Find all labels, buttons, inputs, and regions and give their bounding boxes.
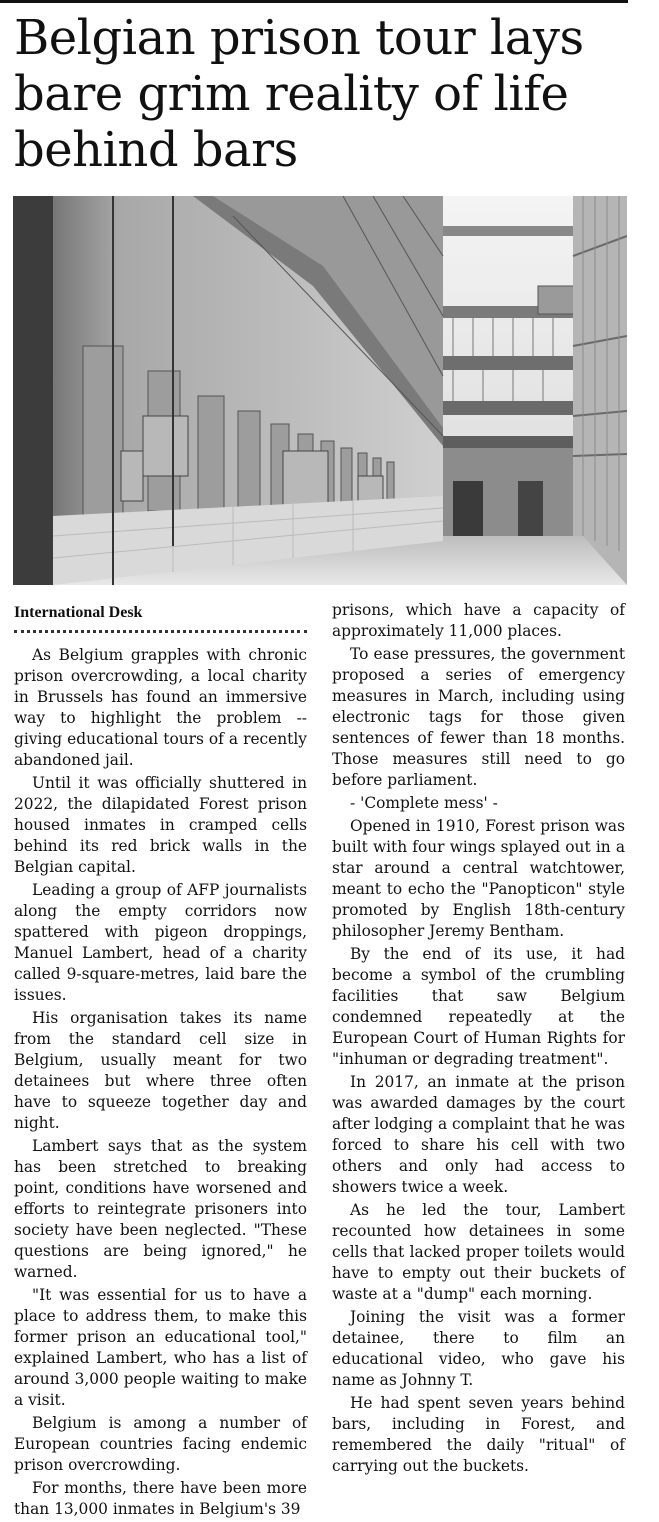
paragraph: His organisation takes its name from the standard cell size in Belgium, usually meant for two detainees but where three often have to squeeze together day and night.	[14, 1009, 307, 1132]
headline: Belgian prison tour lays bare grim reality of life behind bars	[14, 10, 584, 178]
paragraph: "It was essential for us to have a place to address them, to make this former prison an educational tool," explained Lambert, who has a list of around 3,000 people waiting to make a visit.	[14, 1286, 307, 1409]
top-rule	[0, 0, 628, 3]
paragraph: Lambert says that as the system has been stretched to breaking point, conditions have worsened and efforts to reintegrate prisoners into society have been neglected. "These questions are being ignored," he warned.	[14, 1137, 307, 1281]
paragraph: Opened in 1910, Forest prison was built with four wings splayed out in a star around a central watchtower, meant to echo the "Panopticon" style promoted by English 18th-century philosopher Jeremy Bentham.	[332, 817, 625, 940]
paragraph: He had spent seven years behind bars, including in Forest, and remembered the daily "ritual" of carrying out the buckets.	[332, 1394, 625, 1475]
paragraph: Leading a group of AFP journalists along the empty corridors now spattered with pigeon droppings, Manuel Lambert, head of a charity called 9-square-metres, laid bare the issues.	[14, 881, 307, 1004]
paragraph: As he led the tour, Lambert recounted how detainees in some cells that lacked proper toilets would have to empty out their buckets of waste at a "dump" each morning.	[332, 1201, 625, 1303]
paragraph: Until it was officially shuttered in 2022, the dilapidated Forest prison housed inmates in cramped cells behind its red brick walls in the Belgian capital.	[14, 774, 307, 876]
article-column-right	[332, 600, 625, 1479]
dotted-divider	[14, 630, 307, 633]
paragraph: To ease pressures, the government proposed a series of emergency measures in March, including using electronic tags for those given sentences of fewer than 18 months. Those measures still need to go before parliament.	[332, 645, 625, 789]
paragraph: In 2017, an inmate at the prison was awarded damages by the court after lodging a complaint that he was forced to share his cell with two others and only had access to showers twice a week.	[332, 1073, 625, 1196]
prison-corridor-photo	[13, 196, 627, 585]
article-column-left	[14, 600, 307, 1522]
paragraph: Belgium is among a number of European countries facing endemic prison overcrowding.	[14, 1414, 307, 1474]
paragraph: For months, there have been more than 13,000 inmates in Belgium's 39	[14, 1479, 307, 1518]
subheading: - 'Complete mess' -	[350, 794, 498, 812]
paragraph: As Belgium grapples with chronic prison overcrowding, a local charity in Brussels has found an immersive way to highlight the problem -- giving educational tours of a recently abandoned jail.	[14, 646, 307, 769]
paragraph: Joining the visit was a former detainee, there to film an educational video, who gave his name as Johnny T.	[332, 1308, 625, 1389]
paragraph: By the end of its use, it had become a symbol of the crumbling facilities that saw Belgium condemned repeatedly at the European Court of Human Rights for "inhuman or degrading treatment".	[332, 945, 625, 1068]
byline: International Desk	[14, 604, 143, 621]
paragraph: prisons, which have a capacity of approximately 11,000 places.	[332, 601, 625, 640]
